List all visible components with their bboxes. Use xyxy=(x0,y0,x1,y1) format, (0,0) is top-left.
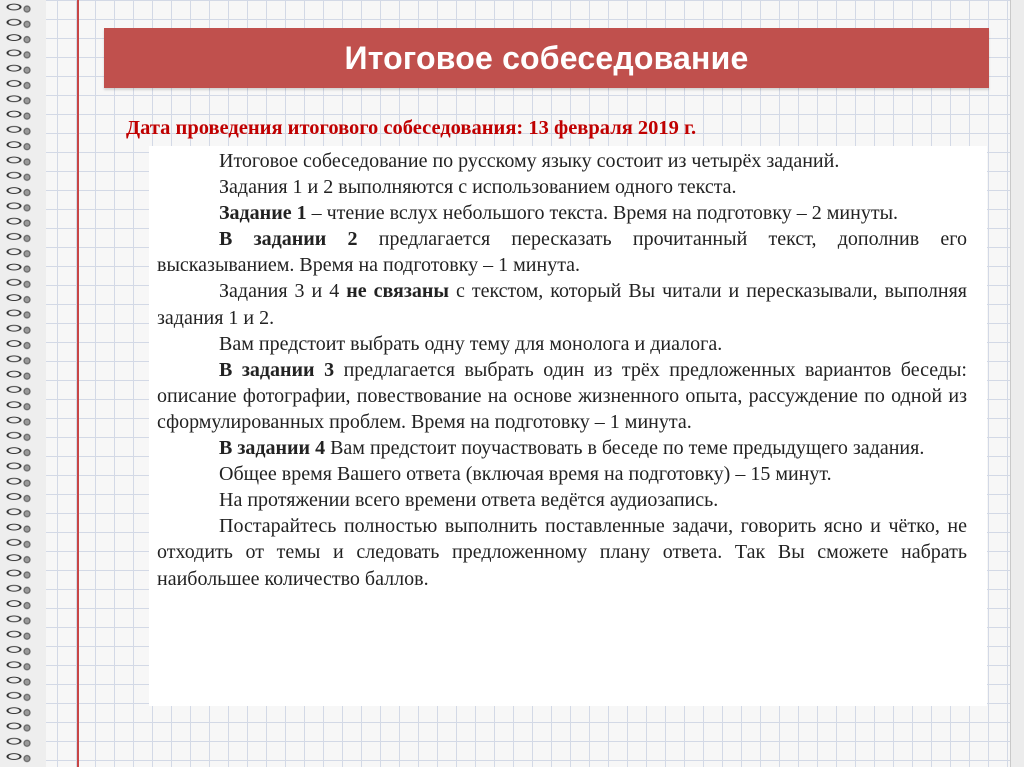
paragraph: Постарайтесь полностью выполнить поставленные задачи, говорить ясно и чётко, не отходить от темы и следовать предложенному плану ответа. Так Вы сможете набрать наибольшее количество баллов. xyxy=(157,515,967,590)
paragraph: Задания 3 и 4 не связаны с текстом, который Вы читали и пересказывали, выполняя задания 1 и 2. xyxy=(157,280,968,329)
paragraph: В задании 4 Вам предстоит поучаствовать в беседе по теме предыдущего задания. xyxy=(219,437,925,460)
paragraph: В задании 2 предлагается пересказать прочитанный текст, дополнив его высказыванием. Время на подготовку – 1 минута. xyxy=(157,228,967,277)
paragraph-bold: Задание 1 xyxy=(219,202,307,225)
slide-title: Итоговое собеседование xyxy=(104,28,989,88)
paragraph: На протяжении всего времени ответа ведётся аудиозапись. xyxy=(219,489,719,512)
paragraph-bold: В задании 2 xyxy=(219,228,358,251)
text-card xyxy=(149,146,987,706)
paragraph: Задания 1 и 2 выполняются с использованием одного текста. xyxy=(219,176,737,199)
paragraph: Общее время Вашего ответа (включая время на подготовку) – 15 минут. xyxy=(219,463,832,486)
window-edge xyxy=(1010,0,1024,767)
notebook-margin-line xyxy=(77,0,79,767)
notebook-spiral-binding xyxy=(0,0,46,767)
paragraph: Итоговое собеседование по русскому языку состоит из четырёх заданий. xyxy=(219,150,840,172)
paragraph: В задании 3 предлагается выбрать один из трёх предложенных вариантов беседы: описание фотографии, повествование на основе жизненного опыта, рассуждение по одной из сформулированных проблем. Время на подготовку – 1 минута. xyxy=(157,358,967,433)
paragraph-bold: не связаны xyxy=(346,280,449,303)
paragraph: Задание 1 – чтение вслух небольшого текста. Время на подготовку – 2 минуты. xyxy=(219,202,899,225)
date-line: Дата проведения итогового собеседования: 13 февраля 2019 г. xyxy=(126,117,697,139)
paragraph-bold: В задании 3 xyxy=(219,358,335,381)
paragraph: Вам предстоит выбрать одну тему для монолога и диалога. xyxy=(219,332,723,355)
paragraph-bold: В задании 4 xyxy=(219,437,326,460)
